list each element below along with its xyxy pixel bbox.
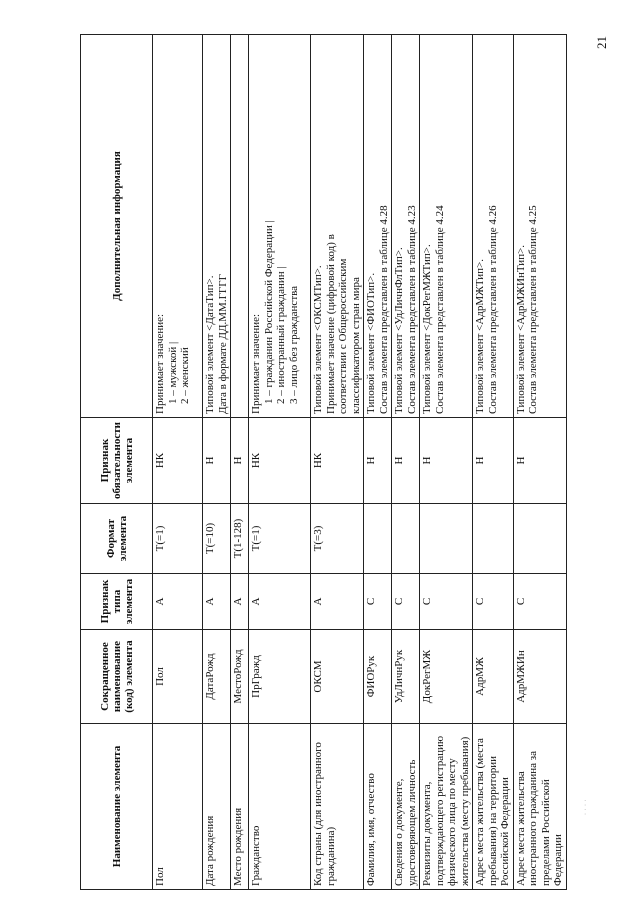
- element-format-cell: Т(=10): [203, 504, 231, 574]
- element-name-cell: Пол: [153, 724, 203, 890]
- info-line: Типовой элемент <УдЛичнФлТип>.: [393, 247, 405, 414]
- table-row: [203, 35, 231, 890]
- element-info-cell: [420, 35, 473, 418]
- info-line: Состав элемента представлен в таблице 4.28: [377, 205, 390, 414]
- info-line: Состав элемента представлен в таблице 4.23: [405, 205, 418, 414]
- info-line: Типовой элемент <АдрМЖИнТип>.: [514, 244, 527, 414]
- element-info-cell: [249, 35, 311, 418]
- element-code-cell: Пол: [153, 630, 203, 724]
- scan-stamp: · · · ·: [583, 799, 589, 815]
- element-code-cell: ДатаРожд: [203, 630, 231, 724]
- table-row: [153, 35, 203, 890]
- info-line: Принимает значение:: [154, 313, 166, 414]
- element-name-cell: Реквизиты документа, подтверждающего регистрацию физического лица по месту жительства (месту пребывания): [420, 724, 473, 890]
- element-format-cell: Т(=3): [311, 504, 364, 574]
- info-line: Типовой элемент <АдрМЖТип>.: [474, 258, 486, 414]
- element-required-cell: НК: [153, 418, 203, 504]
- element-required-cell: НК: [249, 418, 311, 504]
- info-line: классификатором стран мира: [349, 277, 362, 414]
- info-line: Состав элемента представлен в таблице 4.26: [486, 205, 499, 414]
- info-line: 1 – мужской |: [166, 341, 179, 404]
- element-type-cell: А: [249, 574, 311, 630]
- element-required-cell: Н: [473, 418, 514, 504]
- element-format-cell: Т(1-128): [231, 504, 249, 574]
- element-type-cell: С: [473, 574, 514, 630]
- info-line: соответствии с Общероссийским: [337, 258, 349, 414]
- element-format-cell: [513, 504, 566, 574]
- table-row: [513, 35, 566, 890]
- table-row: [231, 35, 249, 890]
- element-required-cell: Н: [513, 418, 566, 504]
- table-row: [249, 35, 311, 890]
- info-line: Принимает значение (цифровой код) в: [324, 234, 337, 414]
- info-line: Типовой элемент <ДатаТип>.: [204, 275, 216, 414]
- element-type-cell: А: [203, 574, 231, 630]
- header-format: Формат элемента: [81, 504, 153, 574]
- element-format-cell: Т(=1): [153, 504, 203, 574]
- table-row: [420, 35, 473, 890]
- table-row: [364, 35, 392, 890]
- rotated-table-container: [80, 35, 564, 890]
- element-info-cell: [231, 35, 249, 418]
- element-code-cell: ПрГражд: [249, 630, 311, 724]
- info-line: Дата в формате ДД.ММ.ГГГГ: [216, 273, 229, 414]
- element-info-cell: [203, 35, 231, 418]
- element-info-cell: [364, 35, 392, 418]
- element-info-cell: [513, 35, 566, 418]
- element-required-cell: Н: [364, 418, 392, 504]
- element-type-cell: С: [513, 574, 566, 630]
- header-type: Признак типа элемента: [81, 574, 153, 630]
- element-name-cell: Адрес места жительства иностранного гражданина за пределами Российской Федерации: [513, 724, 566, 890]
- table-body: [153, 35, 567, 890]
- table-header-row: [81, 35, 153, 890]
- element-code-cell: ФИОРук: [364, 630, 392, 724]
- info-line: Состав элемента представлен в таблице 4.25: [527, 205, 539, 414]
- element-info-cell: [311, 35, 364, 418]
- table-row: [392, 35, 420, 890]
- header-name: Наименование элемента: [81, 724, 153, 890]
- element-info-cell: [392, 35, 420, 418]
- page-number: 21: [594, 36, 609, 49]
- element-format-cell: [392, 504, 420, 574]
- element-code-cell: АдрМЖ: [473, 630, 514, 724]
- element-code-cell: УдЛичнРук: [392, 630, 420, 724]
- element-name-cell: Дата рождения: [203, 724, 231, 890]
- element-type-cell: С: [392, 574, 420, 630]
- element-code-cell: АдрМЖИн: [513, 630, 566, 724]
- info-line: 3 – лицо без гражданства: [287, 285, 300, 404]
- element-required-cell: Н: [231, 418, 249, 504]
- info-line: Типовой элемент <ФИОТип>.: [365, 272, 377, 414]
- element-name-cell: Адрес места жительства (места пребывания) на территории Российской Федерации: [473, 724, 514, 890]
- info-line: Типовой элемент <ОКСМТип>.: [312, 265, 324, 414]
- element-format-cell: [473, 504, 514, 574]
- element-name-cell: Фамилия, имя, отчество: [364, 724, 392, 890]
- info-line: 1 – гражданин Российской Федерации |: [262, 220, 275, 404]
- info-line: Типовой элемент <ДокРегМЖТип>.: [421, 244, 433, 414]
- element-name-cell: Гражданство: [249, 724, 311, 890]
- element-required-cell: НК: [311, 418, 364, 504]
- element-code-cell: ДокРегМЖ: [420, 630, 473, 724]
- info-line: Состав элемента представлен в таблице 4.24: [433, 205, 446, 414]
- element-format-cell: [364, 504, 392, 574]
- element-type-cell: А: [311, 574, 364, 630]
- element-type-cell: С: [420, 574, 473, 630]
- element-required-cell: Н: [203, 418, 231, 504]
- header-code: Сокращенное наименование (код) элемента: [81, 630, 153, 724]
- element-type-cell: А: [153, 574, 203, 630]
- elements-table: [80, 34, 567, 890]
- info-line: Принимает значение:: [250, 313, 262, 414]
- element-required-cell: Н: [420, 418, 473, 504]
- element-name-cell: Код страны (для иностранного гражданина): [311, 724, 364, 890]
- element-info-cell: [153, 35, 203, 418]
- header-required: Признак обязательности элемента: [81, 418, 153, 504]
- element-name-cell: Сведения о документе, удостоверяющем личность: [392, 724, 420, 890]
- element-code-cell: МестоРожд: [231, 630, 249, 724]
- element-name-cell: Место рождения: [231, 724, 249, 890]
- element-required-cell: Н: [392, 418, 420, 504]
- table-row: [473, 35, 514, 890]
- element-code-cell: ОКСМ: [311, 630, 364, 724]
- table-row: [311, 35, 364, 890]
- element-type-cell: А: [231, 574, 249, 630]
- info-line: 2 – женский: [179, 347, 191, 404]
- header-info: Дополнительная информация: [81, 35, 153, 418]
- element-info-cell: [473, 35, 514, 418]
- element-format-cell: Т(=1): [249, 504, 311, 574]
- info-line: 2 – иностранный гражданин |: [275, 266, 287, 404]
- element-format-cell: [420, 504, 473, 574]
- element-type-cell: С: [364, 574, 392, 630]
